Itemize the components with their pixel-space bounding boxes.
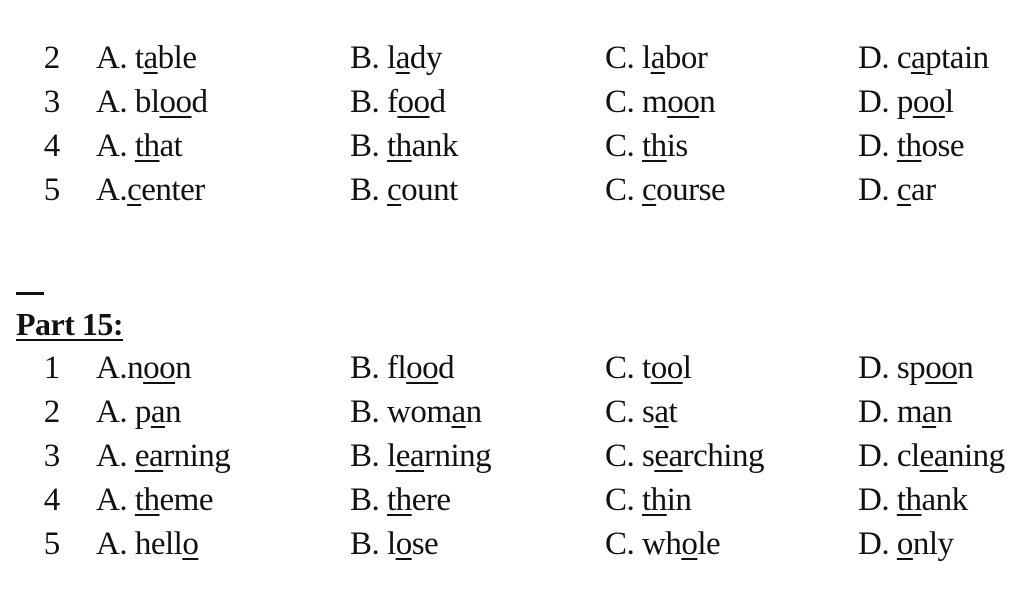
underlined-sound: c (387, 172, 402, 208)
option-d: D. captain (858, 40, 989, 76)
underlined-sound: ea (654, 438, 683, 474)
underlined-sound: c (642, 172, 657, 208)
underlined-sound: c (896, 172, 911, 208)
underlined-sound: oo (143, 350, 176, 386)
underlined-sound: a (451, 394, 466, 430)
option-b: B. woman (350, 394, 482, 430)
underlined-sound: oo (406, 350, 439, 386)
underlined-sound: th (134, 128, 160, 164)
question-number: 5 (43, 172, 61, 208)
option-d: D. only (858, 526, 954, 562)
underlined-sound: oo (650, 350, 683, 386)
underlined-sound: ea (134, 438, 164, 474)
question-row (0, 168, 1024, 212)
option-c: C. thin (605, 482, 692, 518)
underlined-sound: ea (395, 438, 424, 474)
underlined-sound: a (395, 40, 410, 76)
underlined-sound: o (395, 526, 412, 562)
option-a: A. hello (96, 526, 199, 562)
option-b: B. there (350, 482, 451, 518)
option-a: A.noon (96, 350, 192, 386)
question-row (0, 522, 1024, 566)
question-row (0, 124, 1024, 168)
part-title: Part 15: (16, 306, 124, 342)
underlined-sound: a (654, 394, 669, 430)
underlined-sound: o (182, 526, 199, 562)
option-c: C. this (605, 128, 688, 164)
option-d: D. cleaning (858, 438, 1005, 474)
underlined-sound: th (642, 482, 667, 518)
option-b: B. lady (350, 40, 442, 76)
underlined-sound: oo (667, 84, 700, 120)
underlined-sound: ea (919, 438, 948, 474)
divider-dash (16, 292, 44, 295)
underlined-sound: th (387, 128, 412, 164)
question-row (0, 390, 1024, 434)
option-a: A. theme (96, 482, 213, 518)
question-number: 4 (43, 482, 61, 518)
question-number: 5 (43, 526, 61, 562)
underlined-sound: th (134, 482, 160, 518)
option-b: B. learning (350, 438, 492, 474)
option-c: C. moon (605, 84, 716, 120)
underlined-sound: a (650, 40, 665, 76)
question-row (0, 478, 1024, 522)
question-row (0, 36, 1024, 80)
underlined-sound: th (387, 482, 412, 518)
option-a: A. that (96, 128, 183, 164)
option-a: A.center (96, 172, 205, 208)
underlined-sound: o (681, 526, 698, 562)
underlined-sound: c (127, 172, 142, 208)
option-b: B. thank (350, 128, 458, 164)
question-row (0, 80, 1024, 124)
option-b: B. flood (350, 350, 455, 386)
underlined-sound: oo (397, 84, 430, 120)
question-row (0, 346, 1024, 390)
option-a: A. pan (96, 394, 181, 430)
question-row (0, 434, 1024, 478)
option-c: C. whole (605, 526, 721, 562)
option-c: C. labor (605, 40, 708, 76)
question-number: 4 (43, 128, 61, 164)
underlined-sound: oo (925, 350, 958, 386)
question-number: 2 (43, 394, 61, 430)
underlined-sound: a (910, 40, 926, 76)
underlined-sound: th (896, 482, 922, 518)
option-d: D. those (858, 128, 965, 164)
option-c: C. tool (605, 350, 692, 386)
option-b: B. food (350, 84, 446, 120)
underlined-sound: th (642, 128, 667, 164)
underlined-sound: a (922, 394, 937, 430)
option-a: A. earning (96, 438, 231, 474)
option-b: B. count (350, 172, 458, 208)
underlined-sound: oo (912, 84, 945, 120)
option-d: D. man (858, 394, 953, 430)
option-d: D. pool (858, 84, 954, 120)
option-c: C. sat (605, 394, 678, 430)
underlined-sound: o (896, 526, 913, 562)
underlined-sound: a (143, 40, 158, 76)
underlined-sound: oo (159, 84, 192, 120)
question-number: 1 (43, 350, 61, 386)
question-number: 3 (43, 438, 61, 474)
option-c: C. searching (605, 438, 764, 474)
option-a: A. table (96, 40, 197, 76)
question-number: 2 (43, 40, 61, 76)
option-d: D. thank (858, 482, 968, 518)
option-d: D. car (858, 172, 936, 208)
underlined-sound: a (150, 394, 165, 430)
option-c: C. course (605, 172, 726, 208)
option-a: A. blood (96, 84, 208, 120)
option-d: D. spoon (858, 350, 974, 386)
underlined-sound: th (896, 128, 922, 164)
option-b: B. lose (350, 526, 439, 562)
question-number: 3 (43, 84, 61, 120)
